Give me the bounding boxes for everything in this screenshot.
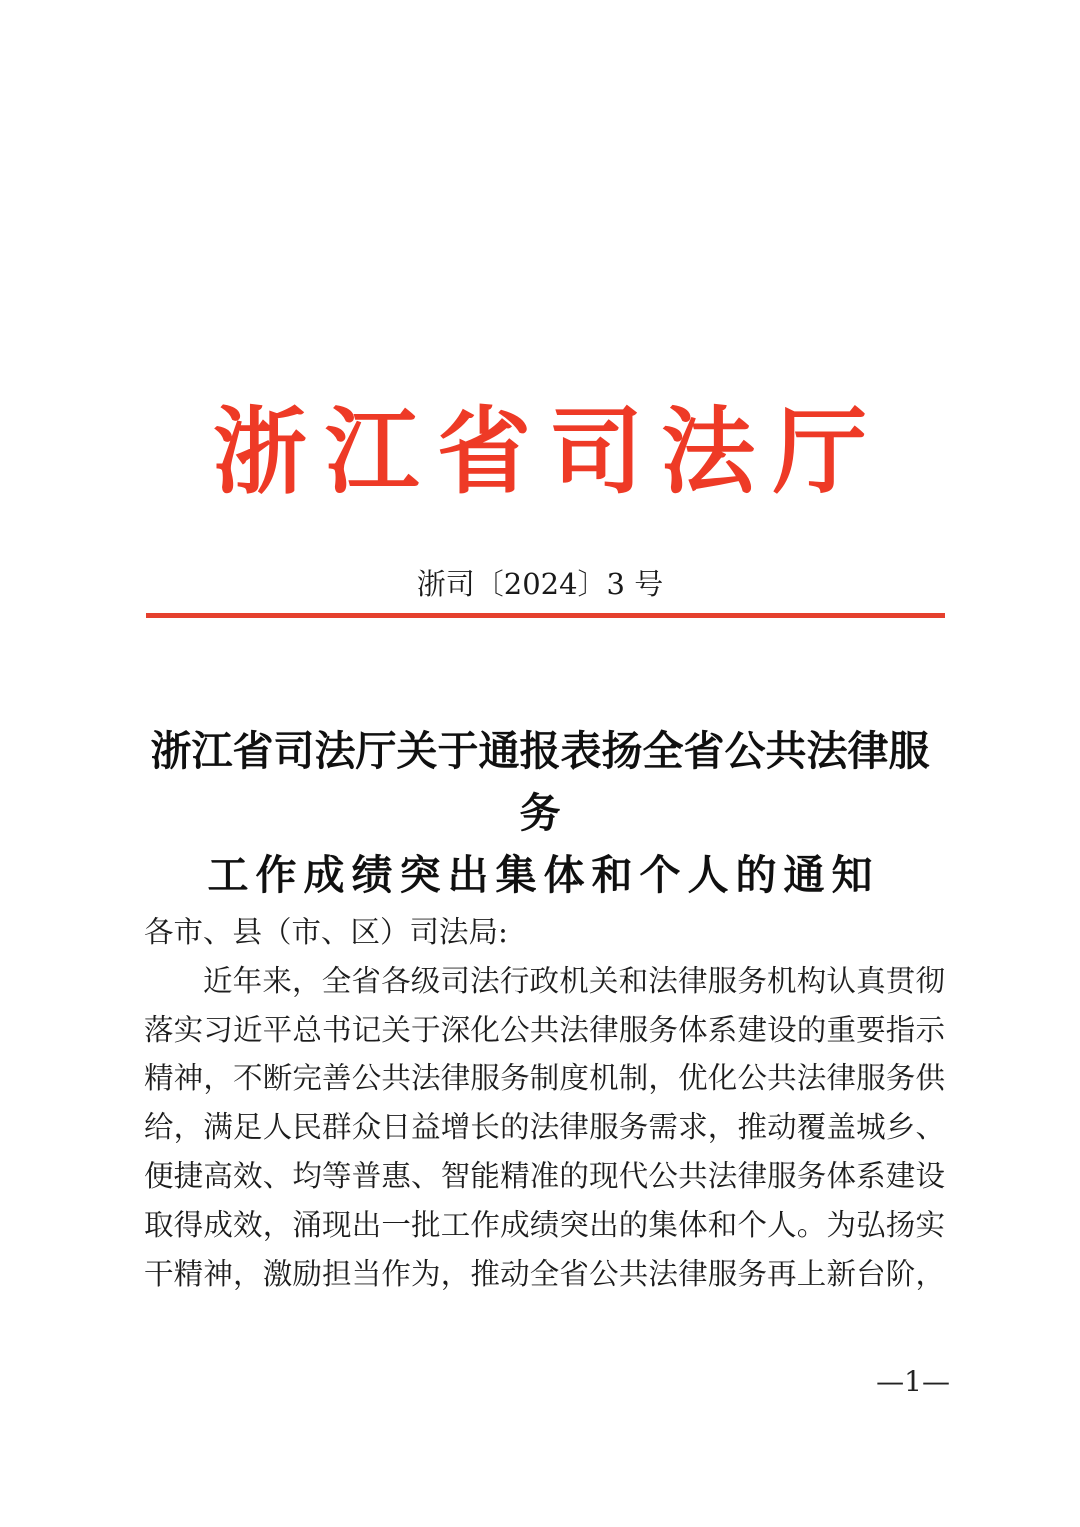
paragraph-line: 取得成效，涌现出一批工作成绩突出的集体和个人。为弘扬实 xyxy=(144,1207,945,1242)
paragraph-line: 便捷高效、均等普惠、智能精准的现代公共法律服务体系建设 xyxy=(144,1158,945,1193)
document-title-line-1: 浙江省司法厅关于通报表扬全省公共法律服务 xyxy=(150,727,930,837)
page-number: —1— xyxy=(876,1365,950,1398)
document-number: 浙司〔2024〕3 号 xyxy=(416,567,664,601)
agency-name-header: 浙江省司法厅 xyxy=(212,397,885,507)
document-title xyxy=(140,720,940,906)
paragraph-line: 干精神，激励担当作为，推动全省公共法律服务再上新台阶， xyxy=(144,1256,945,1291)
salutation-line: 各市、县（市、区）司法局: xyxy=(144,915,508,949)
paragraph-line: 近年来，全省各级司法行政机关和法律服务机构认真贯彻 xyxy=(203,963,945,998)
red-divider-rule xyxy=(146,613,945,618)
document-title-line-2: 工作成绩突出集体和个人的通知 xyxy=(207,851,880,899)
document-body xyxy=(144,908,945,1298)
paragraph-line: 落实习近平总书记关于深化公共法律服务体系建设的重要指示 xyxy=(144,1012,945,1047)
paragraph-line: 精神，不断完善公共法律服务制度机制，优化公共法律服务供 xyxy=(144,1061,945,1096)
paragraph-line: 给，满足人民群众日益增长的法律服务需求，推动覆盖城乡、 xyxy=(144,1110,945,1145)
